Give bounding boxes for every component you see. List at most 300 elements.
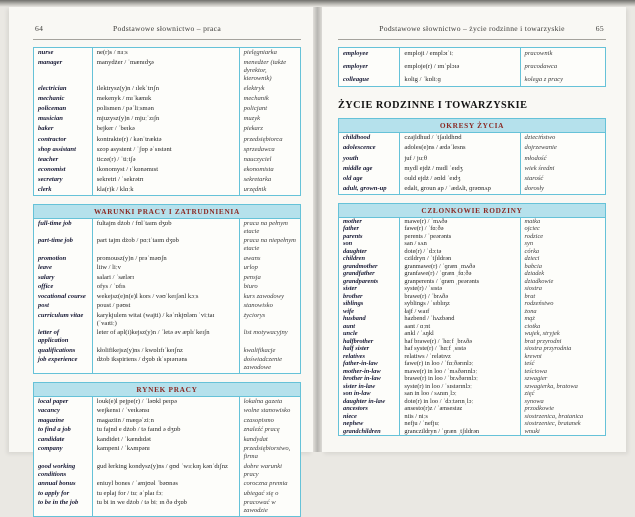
phonetic-cell: ikonomyst / ɪˈkɒnəmɪst xyxy=(92,165,239,175)
translation-cell: siostra xyxy=(524,285,542,293)
term-cell: middle age xyxy=(343,164,373,172)
vocab-row xyxy=(34,58,301,84)
running-header-left xyxy=(33,7,301,37)
translation-cell: dojrzewanie xyxy=(524,144,557,152)
translation-cell: czasopismo xyxy=(243,416,274,424)
vocab-row xyxy=(339,428,606,436)
translation-cell: pracować w zawodzie xyxy=(243,499,276,514)
phonetic-cell: liiw / liːv xyxy=(92,264,239,274)
vocab-row xyxy=(34,165,301,175)
term-cell: old age xyxy=(343,174,363,182)
vocab-row xyxy=(34,114,301,124)
term-cell: to be in the job xyxy=(38,499,79,507)
term-cell: son xyxy=(343,240,353,248)
translation-cell: ubiegać się o xyxy=(243,489,279,497)
term-cell: parents xyxy=(343,232,363,240)
vocab-row xyxy=(34,406,301,416)
translation-cell: ojciec xyxy=(524,225,540,233)
term-cell: letter of application xyxy=(38,329,69,345)
translation-cell: doświadczenie zawodowe xyxy=(243,356,283,372)
phonetic-cell: mjuzysz(y)n / mjuːˈzɪʃn xyxy=(92,114,239,124)
term-cell: shop assistant xyxy=(38,145,76,153)
phonetic-cell: brawe(r) in loo / ˈbrʌðərɪnlɔː xyxy=(400,375,520,382)
term-cell: salary xyxy=(38,273,55,281)
phonetic-cell: perents / ˈpeərənts xyxy=(400,233,520,240)
employment-table xyxy=(338,47,606,87)
employment-table-body xyxy=(339,48,606,87)
term-cell: leave xyxy=(38,264,52,272)
chapter-title: ŻYCIE RODZINNE I TOWARZYSKIE xyxy=(338,100,528,112)
translation-cell: córka xyxy=(524,247,540,255)
vocab-row xyxy=(339,225,606,232)
section-band-okresy: OKRESY ŻYCIA xyxy=(339,119,606,133)
scan-edge-shadow xyxy=(0,0,635,7)
term-cell: annual bonus xyxy=(38,480,76,488)
translation-cell: sprzedawca xyxy=(243,145,275,153)
vocab-row xyxy=(34,355,301,373)
term-cell: ancestors xyxy=(343,405,368,413)
vocab-row xyxy=(339,300,606,307)
vocab-row xyxy=(34,346,301,356)
vocab-row xyxy=(34,435,301,445)
phonetic-cell: aant / ɑːnt xyxy=(400,323,520,330)
term-cell: vacancy xyxy=(38,407,60,415)
vocab-row xyxy=(34,145,301,155)
translation-cell: urzędnik xyxy=(243,186,267,194)
vocab-row xyxy=(339,413,606,420)
vocab-row xyxy=(339,240,606,247)
translation-cell: wiek średni xyxy=(524,164,555,172)
translation-cell: synowa xyxy=(524,397,544,405)
phonetic-cell: emploje(r) / ɪmˈplɔɪə xyxy=(400,61,520,74)
header-rule-left xyxy=(33,39,301,40)
vocab-row xyxy=(34,498,301,516)
translation-cell: rodzice xyxy=(524,232,544,240)
phonetic-cell: san in loo / sʌnɪnˌlɔː xyxy=(400,390,520,397)
vocab-row xyxy=(339,248,606,255)
phonetic-cell: kłolifikejsz(y)ns / kwɒlɪfɪˈkeɪʃnz xyxy=(92,346,239,356)
phonetic-cell: szop asystent / ˈʃɒp əˈsɪstənt xyxy=(92,145,239,155)
term-cell: niece xyxy=(343,412,357,420)
term-cell: half sister xyxy=(343,345,370,353)
vocab-row xyxy=(34,48,301,59)
phonetic-cell: czajldhud / ˈtʃaɪldhʊd xyxy=(400,133,520,144)
translation-cell: pensja xyxy=(243,273,261,281)
translation-cell: sekretarka xyxy=(243,175,272,183)
vocab-row xyxy=(339,270,606,277)
phonetic-cell: promousz(y)n / prəˈməʊʃn xyxy=(92,254,239,264)
phonetic-cell: syste(r) in loo / ˈsɪstərɪnlɔː xyxy=(400,383,520,390)
phonetic-cell: eniuyl bones / ˈænjʊəl ˈbəʊnəs xyxy=(92,479,239,489)
term-cell: wife xyxy=(343,307,355,315)
translation-cell: kolega z pracy xyxy=(524,75,563,83)
phonetic-cell: kla(r)k / klɑːk xyxy=(92,185,239,196)
warunki-table-body xyxy=(34,219,301,374)
vocab-row xyxy=(339,308,606,315)
header-rule-right xyxy=(338,39,606,40)
phonetic-cell: dote(r) / ˈdɔːtə xyxy=(400,248,520,255)
translation-cell: ekonomista xyxy=(243,165,274,173)
vocab-row xyxy=(339,315,606,322)
term-cell: brother xyxy=(343,292,363,300)
translation-cell: wnuki xyxy=(524,427,540,435)
translation-cell: lokalna gazeta xyxy=(243,397,283,405)
vocab-row xyxy=(339,330,606,337)
translation-cell: przedsiębiorstwo, firma xyxy=(243,445,291,461)
translation-cell: dobre warunki pracy xyxy=(243,462,282,478)
phonetic-cell: bejker / ˈbeɪkə xyxy=(92,124,239,134)
phonetic-cell: magaziin / mæɡəˈziːn xyxy=(92,416,239,426)
translation-cell: list motywacyjny xyxy=(243,329,288,337)
vocab-row xyxy=(339,360,606,367)
vocab-row xyxy=(339,323,606,330)
translation-cell: dziadek xyxy=(524,270,545,278)
translation-cell: awans xyxy=(243,254,261,262)
vocab-row xyxy=(339,48,606,61)
term-cell: halfbrother xyxy=(343,337,374,345)
page-left xyxy=(9,7,313,514)
term-cell: grandchildren xyxy=(343,427,381,435)
term-cell: daughter in-law xyxy=(343,397,386,405)
translation-cell: mąż xyxy=(524,315,535,323)
translation-cell: siostra przyrodnia xyxy=(524,345,572,353)
translation-cell: życiorys xyxy=(243,311,266,319)
term-cell: brother in-law xyxy=(343,375,381,383)
vocab-row xyxy=(34,219,301,237)
phonetic-cell: granperents / ˈɡræn ˌpeərənts xyxy=(400,278,520,285)
translation-cell: praca na niepełnym etacie xyxy=(243,237,296,253)
czlonkowie-table-body xyxy=(339,218,606,436)
vocab-row xyxy=(339,255,606,262)
term-cell: promotion xyxy=(38,254,67,262)
phonetic-cell: kontrakte(r) / kənˈtræktə xyxy=(92,134,239,144)
vocab-row xyxy=(339,375,606,382)
term-cell: secretary xyxy=(38,175,63,183)
vocab-row xyxy=(339,61,606,74)
running-title-right: Podstawowe słownictwo – życie rodzinne i towarzyskie xyxy=(379,24,565,33)
phonetic-cell: łajf / waɪf xyxy=(400,308,520,315)
translation-cell: zięć xyxy=(524,390,535,398)
phonetic-cell: louk(e)l pejpe(r) / ˈləʊkl peɪpə xyxy=(92,396,239,406)
vocab-row xyxy=(339,174,606,184)
term-cell: baker xyxy=(38,125,54,133)
translation-cell: znaleźć pracę xyxy=(243,426,280,434)
phonetic-cell: fawe(r) in loo / ˈfɑːðərɪnlɔː xyxy=(400,360,520,367)
jobs-table-body xyxy=(34,48,301,196)
translation-cell: syn xyxy=(524,240,534,248)
page-number-left: 64 xyxy=(35,24,44,33)
translation-cell: elektryk xyxy=(243,85,265,93)
phonetic-cell: niis / niːs xyxy=(400,413,520,420)
vocab-row xyxy=(339,338,606,345)
phonetic-cell: mydl ejdż / mɪdl ˈeɪdʒ xyxy=(400,164,520,174)
okresy-table-body xyxy=(339,133,606,195)
vocab-row xyxy=(339,133,606,144)
translation-cell: muzyk xyxy=(243,115,261,123)
phonetic-cell: edalt, groun ap / ˈædʌlt, ɡrəʊnʌp xyxy=(400,184,520,195)
translation-cell: wujek, stryjek xyxy=(524,330,560,338)
term-cell: children xyxy=(343,255,366,263)
term-cell: nephew xyxy=(343,420,364,428)
term-cell: musician xyxy=(38,115,63,123)
translation-cell: dzieci xyxy=(524,255,540,263)
translation-cell: siostrzenica, bratanica xyxy=(524,412,584,420)
translation-cell: matka xyxy=(524,218,541,225)
vocab-row xyxy=(34,283,301,293)
phonetic-cell: san / sʌn xyxy=(400,240,520,247)
translation-cell: pielęgniarka xyxy=(243,49,277,57)
translation-cell: ciotka xyxy=(524,322,541,330)
translation-cell: brat xyxy=(524,292,536,300)
term-cell: childhood xyxy=(343,134,371,142)
term-cell: qualifications xyxy=(38,346,76,354)
page-gutter-shadow xyxy=(313,7,322,452)
vocab-row xyxy=(339,164,606,174)
term-cell: part-time job xyxy=(38,237,73,245)
translation-cell: coroczna premia xyxy=(243,480,288,488)
term-cell: to find a job xyxy=(38,426,71,434)
book-spread xyxy=(0,7,635,514)
phonetic-cell: czildryn / ˈtʃɪldrən xyxy=(400,255,520,262)
rynek-table-body xyxy=(34,396,301,516)
term-cell: nurse xyxy=(38,49,54,57)
phonetic-cell: ankl / ˈʌŋkl xyxy=(400,330,520,337)
term-cell: grandmother xyxy=(343,262,378,270)
vocab-row xyxy=(339,293,606,300)
term-cell: sister in-law xyxy=(343,382,376,390)
term-cell: youth xyxy=(343,154,359,162)
vocab-row xyxy=(34,416,301,426)
term-cell: economist xyxy=(38,165,66,173)
phonetic-cell: dżob ikspiriens / dʒɒb ɪkˈspɪərɪəns xyxy=(92,355,239,373)
phonetic-cell: brawe(r) / ˈbrʌðə xyxy=(400,293,520,300)
phonetic-cell: ilektrysz(y)n / ɪlekˈtrɪʃn xyxy=(92,84,239,94)
translation-cell: kurs zawodowy xyxy=(243,292,285,300)
translation-cell: młodość xyxy=(524,154,547,162)
term-cell: father-in-law xyxy=(343,360,378,368)
vocab-row xyxy=(34,444,301,461)
term-cell: mother-in-law xyxy=(343,367,381,375)
running-title-left: Podstawowe słownictwo – praca xyxy=(112,24,222,33)
term-cell: full-time job xyxy=(38,220,72,228)
phonetic-cell: mawe(r) in loo / ˈmʌðərɪnlɔː xyxy=(400,368,520,375)
term-cell: contractor xyxy=(38,135,67,143)
phonetic-cell: mawe(r) / ˈmʌðə xyxy=(400,218,520,226)
term-cell: company xyxy=(38,445,63,453)
term-cell: job experience xyxy=(38,356,78,364)
term-cell: employer xyxy=(343,63,368,71)
vocab-row xyxy=(34,254,301,264)
phonetic-cell: syste(r) / ˈsɪstə xyxy=(400,285,520,292)
vocab-row xyxy=(339,345,606,352)
term-cell: vocational course xyxy=(38,292,86,300)
vocab-row xyxy=(339,218,606,226)
vocab-row xyxy=(34,94,301,104)
term-cell: sister xyxy=(343,285,357,293)
translation-cell: dzieciństwo xyxy=(524,134,556,142)
term-cell: post xyxy=(38,302,49,310)
section-band-warunki: WARUNKI PRACY I ZATRUDNIENIA xyxy=(34,205,301,219)
phonetic-cell: tu eplaj for / tuː əˈplaɪ fɔː xyxy=(92,489,239,499)
vocab-row xyxy=(34,462,301,479)
term-cell: to apply for xyxy=(38,489,70,497)
term-cell: aunt xyxy=(343,322,356,330)
phonetic-cell: haf brawe(r) / ˈhɑːf ˌbrʌðə xyxy=(400,338,520,345)
phonetic-cell: kampeni / ˈkʌmpənɪ xyxy=(92,444,239,461)
phonetic-cell: ould ejdż / əʊld ˈeɪdʒ xyxy=(400,174,520,184)
vocab-row xyxy=(34,425,301,435)
phonetic-cell: ne(r)s / nɜːs xyxy=(92,48,239,59)
vocab-row xyxy=(34,84,301,94)
vocab-row xyxy=(339,398,606,405)
vocab-row xyxy=(339,143,606,153)
term-cell: electrician xyxy=(38,85,67,93)
phonetic-cell: granczildryn / ˈɡræn ˌtʃɪldrən xyxy=(400,428,520,436)
translation-cell: przedsiębiorca xyxy=(243,135,283,143)
term-cell: grandparents xyxy=(343,277,379,285)
phonetic-cell: dote(r) in loo / ˈdɔːtərɪnˌlɔː xyxy=(400,398,520,405)
translation-cell: wolne stanowisko xyxy=(243,407,291,415)
term-cell: teacher xyxy=(38,155,59,163)
vocab-row xyxy=(34,155,301,165)
term-cell: uncle xyxy=(343,330,358,338)
translation-cell: babcia xyxy=(524,262,542,270)
page-number-right: 65 xyxy=(595,24,604,33)
translation-cell: mechanik xyxy=(243,95,269,103)
page-right xyxy=(322,7,626,452)
rynek-pracy-table xyxy=(33,382,301,517)
term-cell: office xyxy=(38,283,54,291)
vocab-row xyxy=(34,396,301,406)
vocab-row xyxy=(34,292,301,302)
term-cell: employee xyxy=(343,50,369,58)
phonetic-cell: emploji / emplɔɪˈiː xyxy=(400,48,520,61)
vocab-row xyxy=(34,124,301,134)
vocab-row xyxy=(339,278,606,285)
phonetic-cell: leter of apl(i)kejsz(y)n / ˈletə əv æplɪˈkeɪʃn xyxy=(92,328,239,345)
phonetic-cell: nefju / ˈnefjuː xyxy=(400,420,520,427)
running-header-right xyxy=(338,7,606,37)
jobs-table xyxy=(33,47,301,196)
translation-cell: pracownik xyxy=(524,50,553,58)
term-cell: policeman xyxy=(38,105,67,113)
vocab-row xyxy=(34,479,301,489)
term-cell: curriculum vitae xyxy=(38,311,84,319)
phonetic-cell: juf / juːθ xyxy=(400,153,520,163)
vocab-row xyxy=(34,104,301,114)
term-cell: adolescence xyxy=(343,144,376,152)
translation-cell: pracodawca xyxy=(524,63,558,71)
term-cell: colleague xyxy=(343,75,370,83)
translation-cell: kwalifikacje xyxy=(243,346,276,354)
translation-cell: teściowa xyxy=(524,367,547,375)
section-band-czlonkowie: CZŁONKOWIE RODZINY xyxy=(339,203,606,217)
translation-cell: przodkowie xyxy=(524,405,555,413)
term-cell: relatives xyxy=(343,352,366,360)
phonetic-cell: ofys / ˈɒfɪs xyxy=(92,283,239,293)
translation-cell: praca na pełnym etacie xyxy=(243,220,288,235)
translation-cell: żona xyxy=(524,307,537,315)
phonetic-cell: gud łerking kondysz(y)ns / ɡʊd ˈwɜːkɪŋ kənˈdɪʃnz xyxy=(92,462,239,479)
translation-cell: szwagier xyxy=(524,375,548,383)
translation-cell: rodzeństwo xyxy=(524,300,554,308)
phonetic-cell: kandidet / ˈkændɪdət xyxy=(92,435,239,445)
translation-cell: piekarz xyxy=(243,125,263,133)
translation-cell: starość xyxy=(524,174,544,182)
translation-cell: krewni xyxy=(524,352,542,360)
vocab-row xyxy=(34,264,301,274)
vocab-row xyxy=(34,237,301,254)
phonetic-cell: part tajm dżob / pɑːtˈtaɪm dʒɒb xyxy=(92,237,239,254)
vocab-row xyxy=(34,134,301,144)
vocab-row xyxy=(339,383,606,390)
vocab-row xyxy=(34,185,301,196)
translation-cell: biuro xyxy=(243,283,258,291)
phonetic-cell: karykjulem witai (wajti) / kəˈrɪkjʊləm ˈviːtaɪ (ˈvaɪtiː) xyxy=(92,311,239,328)
phonetic-cell: kolig / ˈkɒliːɡ xyxy=(400,73,520,86)
vocab-row xyxy=(339,390,606,397)
phonetic-cell: fultajm dżob / fʊlˈtaɪm dʒɒb xyxy=(92,219,239,237)
term-cell: magazine xyxy=(38,416,65,424)
phonetic-cell: manydżer / ˈmænɪdʒə xyxy=(92,58,239,84)
vocab-row xyxy=(339,405,606,412)
term-cell: good working conditions xyxy=(38,462,76,478)
phonetic-cell: poust / pəʊst xyxy=(92,302,239,312)
term-cell: husband xyxy=(343,315,366,323)
term-cell: manager xyxy=(38,59,63,67)
translation-cell: menedżer (także dyrektor, kierownik) xyxy=(243,59,287,82)
translation-cell: siostrzeniec, bratanek xyxy=(524,420,581,428)
phonetic-cell: ticze(r) / ˈtiːtʃə xyxy=(92,155,239,165)
phonetic-cell: polismen / pəˈliːsmən xyxy=(92,104,239,114)
vocab-row xyxy=(339,420,606,427)
term-cell: mother xyxy=(343,218,362,225)
phonetic-cell: fawe(r) / ˈfɑːðə xyxy=(400,225,520,232)
vocab-row xyxy=(339,184,606,195)
translation-cell: dziadkowie xyxy=(524,277,554,285)
term-cell: grandfather xyxy=(343,270,375,278)
phonetic-cell: granmawe(r) / ˈɡræn ˌmʌðə xyxy=(400,263,520,270)
translation-cell: nauczyciel xyxy=(243,155,272,163)
vocab-row xyxy=(339,353,606,360)
vocab-row xyxy=(339,233,606,240)
phonetic-cell: adoles(e)ns / ædəˈlesns xyxy=(400,143,520,153)
translation-cell: teść xyxy=(524,360,535,368)
term-cell: siblings xyxy=(343,300,364,308)
term-cell: mechanic xyxy=(38,95,65,103)
vocab-row xyxy=(339,263,606,270)
phonetic-cell: granfawe(r) / ˈɡræn ˌfɑːðə xyxy=(400,270,520,277)
warunki-pracy-table xyxy=(33,204,301,374)
okresy-zycia-table xyxy=(338,118,606,195)
phonetic-cell: tu fajnd e dżob / tə faɪnd ə dʒɒb xyxy=(92,425,239,435)
phonetic-cell: sekretri / ˈsekrətrɪ xyxy=(92,175,239,185)
translation-cell: urlop xyxy=(243,264,258,272)
vocab-row xyxy=(34,273,301,283)
translation-cell: brat przyrodni xyxy=(524,337,562,345)
vocab-row xyxy=(34,302,301,312)
term-cell: son in-law xyxy=(343,390,371,398)
vocab-row xyxy=(339,285,606,292)
phonetic-cell: wejkensi / ˈveɪkənsɪ xyxy=(92,406,239,416)
translation-cell: szwagierka, bratowa xyxy=(524,382,578,390)
czlonkowie-rodziny-table xyxy=(338,203,606,436)
phonetic-cell: mekenyk / mɪˈkænɪk xyxy=(92,94,239,104)
phonetic-cell: ansesto(r)z / ˈænsestəz xyxy=(400,405,520,412)
phonetic-cell: haf syste(r) / ˈhɑːf ˌsɪstə xyxy=(400,345,520,352)
term-cell: candidate xyxy=(38,435,65,443)
section-band-rynek: RYNEK PRACY xyxy=(34,382,301,396)
